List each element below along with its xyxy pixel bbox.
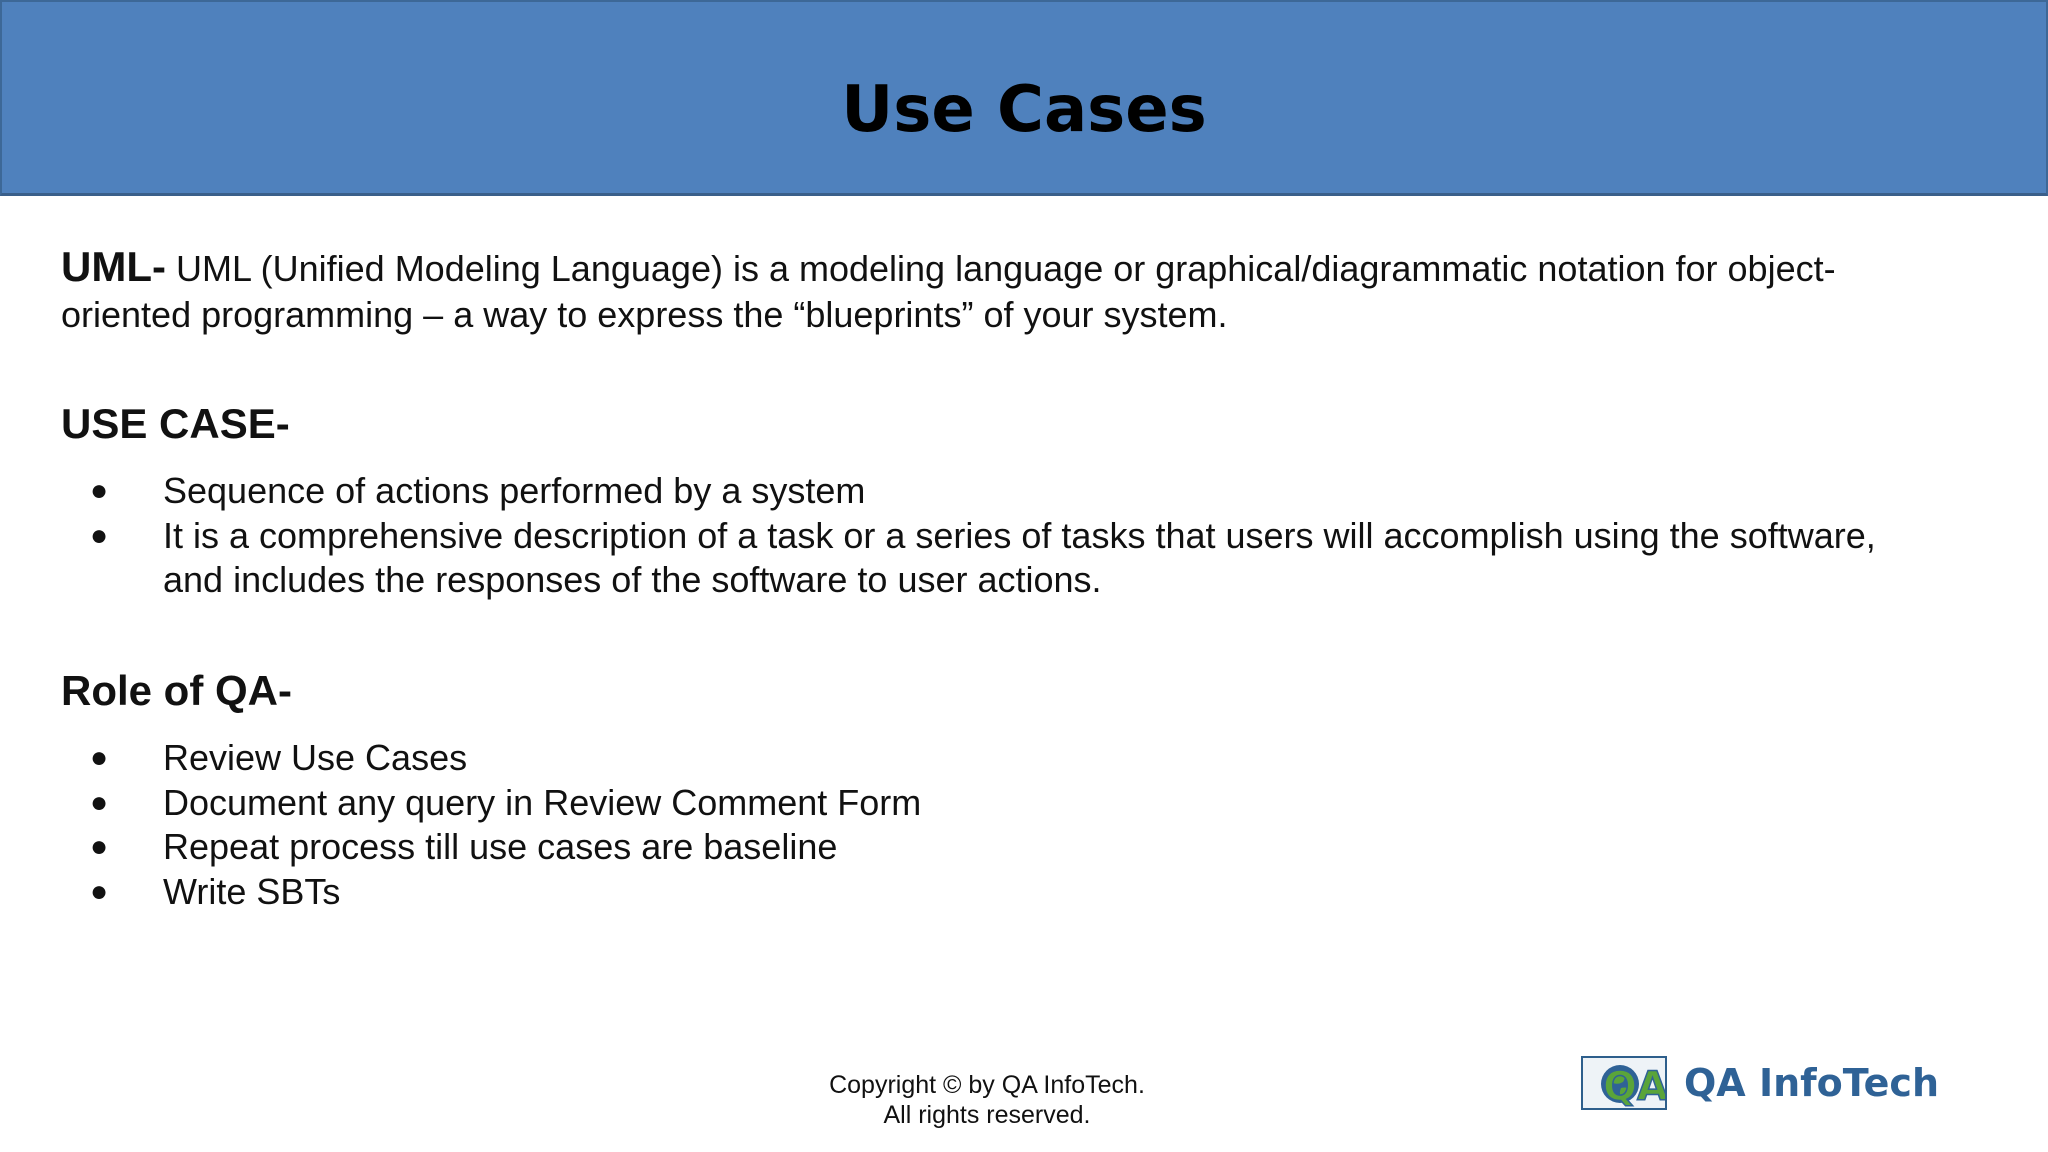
role-qa-heading: Role of QA- bbox=[61, 667, 292, 714]
bullet-icon: ● bbox=[90, 874, 109, 908]
list-item-text: Review Use Cases bbox=[163, 737, 468, 778]
bullet-icon: ● bbox=[90, 830, 109, 863]
globe-icon bbox=[1581, 1056, 1667, 1110]
list-item-text: Sequence of actions performed by a system bbox=[163, 470, 866, 511]
logo-text: QA InfoTech bbox=[1684, 1061, 1939, 1105]
copyright-notice bbox=[787, 1070, 1187, 1130]
use-case-list bbox=[0, 469, 1943, 603]
bullet-icon: ● bbox=[90, 741, 109, 774]
list-item bbox=[0, 469, 1943, 514]
bullet-icon: ● bbox=[90, 785, 109, 819]
list-item-text: Write SBTs bbox=[163, 870, 341, 912]
uml-label: UML- bbox=[61, 243, 166, 290]
list-item bbox=[0, 736, 1943, 781]
list-item bbox=[0, 870, 1943, 915]
company-logo bbox=[1580, 1054, 1960, 1116]
use-case-heading: USE CASE- bbox=[61, 400, 290, 447]
role-qa-list bbox=[0, 736, 1943, 914]
bullet-icon: ● bbox=[90, 474, 109, 507]
list-item-text: Document any query in Review Comment Form bbox=[163, 781, 922, 823]
list-item-text: Repeat process till use cases are baseline bbox=[163, 826, 838, 867]
list-item bbox=[0, 825, 1943, 870]
logo-mark-text: QA bbox=[1603, 1064, 1665, 1108]
copyright-line-1: Copyright © by QA InfoTech. bbox=[829, 1071, 1145, 1099]
slide-title: Use Cases bbox=[841, 73, 1207, 147]
uml-text: UML (Unified Modeling Language) is a modeling language or graphical/diagrammatic notation for object-oriented programming – a way to express the “blueprints” of your system. bbox=[61, 248, 1836, 335]
logo-mark-graphic bbox=[1583, 1058, 1665, 1108]
uml-definition bbox=[61, 244, 1961, 338]
list-item bbox=[0, 514, 1943, 603]
copyright-line-2: All rights reserved. bbox=[883, 1101, 1091, 1129]
list-item bbox=[0, 781, 1943, 826]
bullet-icon: ● bbox=[90, 518, 109, 552]
list-item-text: It is a comprehensive description of a task or a series of tasks that users will accomplish using the software, and includes the responses of the software to user actions. bbox=[163, 514, 1876, 600]
